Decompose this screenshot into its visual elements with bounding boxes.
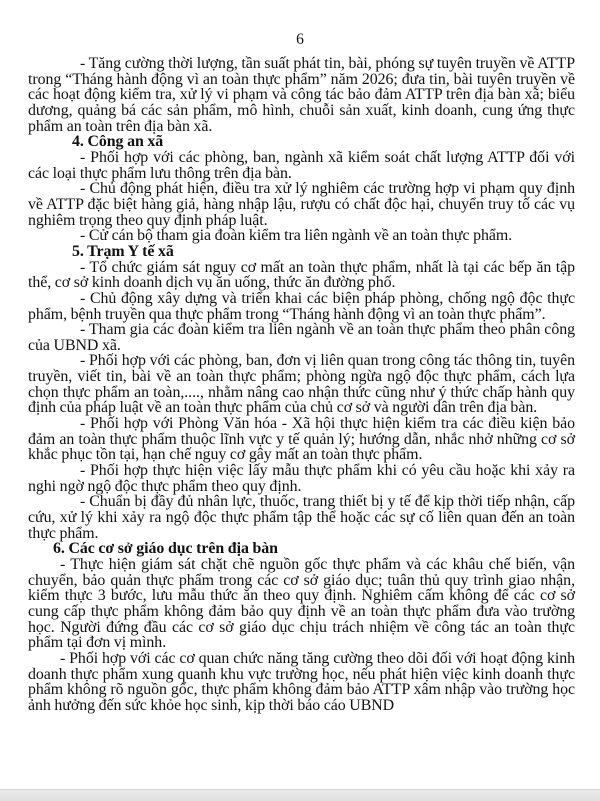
paragraph-police-delegate: - Cử cán bộ tham gia đoàn kiểm tra liên ngành về an toàn thực phẩm.	[80, 227, 513, 245]
document-body	[28, 56, 575, 714]
viewer-bottom-bar	[0, 789, 600, 801]
paragraph-media-propaganda: - Tăng cường thời lượng, tần suất phát tin, bài, phóng sự tuyên truyền về ATTP trong “Tháng hành động vì an toàn thực phẩm” năm 2026; đưa tin, bài tuyên truyền về các hoạt động kiểm tra, xử lý vi phạm và công tác bảo đảm ATTP trên địa bàn xã; biểu dương, quảng bá các sản phẩm, mô hình, chuỗi sản xuất, kinh doanh, cung ứng thực phẩm an toàn trên địa bàn xã.	[28, 55, 575, 135]
paragraph-health-communication: - Phối hợp với các phòng, ban, đơn vị liên quan trong công tác thông tin, tuyên truyền, viết tin, bài về an toàn thực phẩm; phòng ngừa ngộ độc thực phẩm, cách lựa chọn thực phẩm an toàn,...., nhằm nâng cao nhận thức cũng như ý thức chấp hành quy định của pháp luật về an toàn thực phẩm của chủ cơ sở và người dân trên địa bàn.	[28, 352, 575, 417]
page-number: 6	[296, 31, 304, 48]
paragraph-health-emergency: - Chuẩn bị đầy đủ nhân lực, thuốc, trang thiết bị y tế để kịp thời tiếp nhận, cấp cứu, xử lý khi xảy ra ngộ độc thực phẩm tập thể hoặc các sự cố liên quan đến an toàn thực phẩm.	[28, 493, 575, 542]
paragraph-health-monitor: - Tổ chức giám sát nguy cơ mất an toàn thực phẩm, nhất là tại các bếp ăn tập thể, cơ sở kinh doanh dịch vụ ăn uống, thức ăn đường phố.	[28, 258, 575, 292]
paragraph-education-supervision: - Thực hiện giám sát chặt chẽ nguồn gốc thực phẩm và các khâu chế biến, vận chuyển, bảo quản thực phẩm trong các cơ sở giáo dục; tuân thủ quy trình giao nhận, kiểm thực 3 bước, lưu mẫu thức ăn theo quy định. Nghiêm cấm không để các cơ sở cung cấp thực phẩm không đảm bảo quy định về an toàn thực phẩm đưa vào trường học. Người đứng đầu các cơ sở giáo dục chịu trách nhiệm về công tác an toàn thực phẩm tại đơn vị mình.	[28, 556, 575, 652]
paragraph-health-culture-coordination: - Phối hợp với Phòng Văn hóa - Xã hội thực hiện kiểm tra các điều kiện bảo đảm an toàn thực phẩm thuộc lĩnh vực y tế quản lý; hướng dẫn, nhắc nhở những cơ sở khắc phục tồn tại, hạn chế nguy cơ gây mất an toàn thực phẩm.	[28, 415, 575, 464]
section-heading-education: 6. Các cơ sở giáo dục trên địa bàn	[53, 540, 278, 558]
paragraph-police-coordinate: - Phối hợp với các phòng, ban, ngành xã kiểm soát chất lượng ATTP đối với các loại thực phẩm lưu thông trên địa bàn.	[28, 148, 575, 182]
paragraph-police-investigate: - Chủ động phát hiện, điều tra xử lý nghiêm các trường hợp vi phạm quy định về ATTP đặc biệt hàng giả, hàng nhập lậu, rượu có chất độc hại, chuyển truy tố các vụ nghiêm trọng theo quy định pháp luật.	[28, 180, 575, 229]
paragraph-education-coordination: - Phối hợp với các cơ quan chức năng tăng cường theo dõi đối với hoạt động kinh doanh thực phẩm xung quanh khu vực trường học, nếu phát hiện việc kinh doanh thực phẩm không rõ nguồn gốc, thực phẩm không đảm bảo ATTP xâm nhập vào trường học ảnh hưởng đến sức khỏe học sinh, kịp thời báo cáo UBND	[28, 649, 575, 714]
section-heading-police: 4. Công an xã	[72, 133, 164, 151]
section-heading-health-station: 5. Trạm Y tế xã	[72, 242, 174, 260]
paragraph-health-inspection: - Tham gia các đoàn kiểm tra liên ngành về an toàn thực phẩm theo phân công của UBND xã.	[28, 321, 575, 354]
paragraph-health-prevention: - Chủ động xây dựng và triển khai các biện pháp phòng, chống ngộ độc thực phẩm, bệnh truyền qua thực phẩm trong “Tháng hành động vì an toàn thực phẩm”.	[28, 289, 575, 323]
paragraph-health-sampling: - Phối hợp thực hiện việc lấy mẫu thực phẩm khi có yêu cầu hoặc khi xảy ra nghi ngờ ngộ độc thực phẩm theo quy định.	[28, 462, 575, 495]
